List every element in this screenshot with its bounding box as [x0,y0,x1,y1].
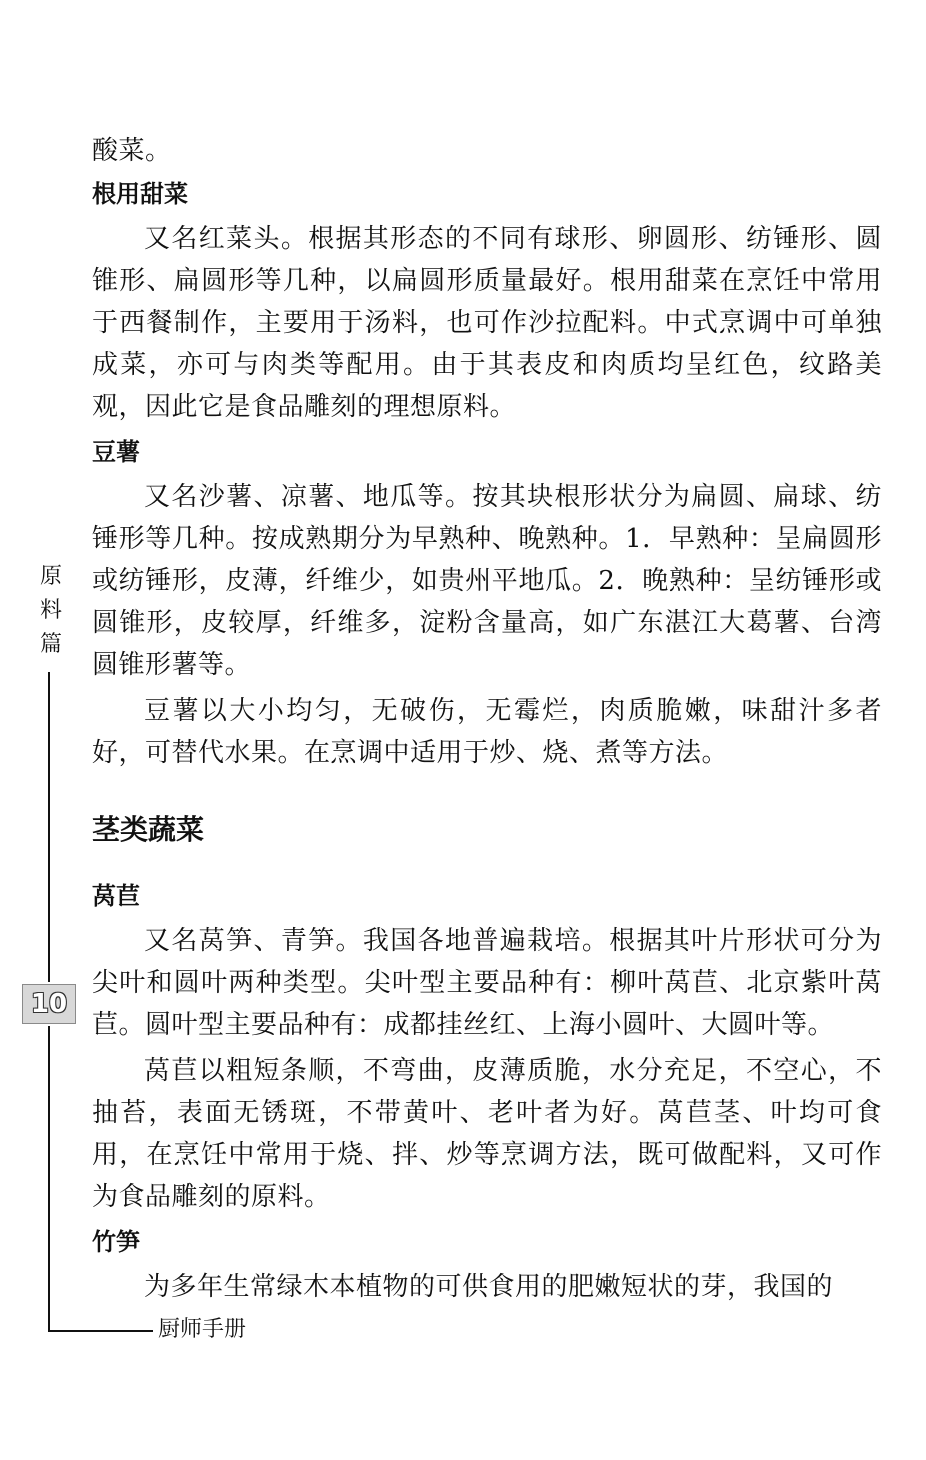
side-rule-upper [48,672,50,982]
entry-heading: 豆薯 [92,438,140,466]
entry-heading: 竹笋 [92,1228,140,1256]
entry-paragraph: 又名沙薯、凉薯、地瓜等。按其块根形状分为扁圆、扁球、纺锤形等几种。按成熟期分为早熟种、晚熟种。1．早熟种：呈扁圆形或纺锤形，皮薄，纤维少，如贵州平地瓜。2．晚熟种：呈纺锤形或圆锥形，皮较厚，纤维多，淀粉含量高，如广东湛江大葛薯、台湾圆锥形薯等。 [92,482,882,680]
entry-paragraph: 为多年生常绿木本植物的可供食用的肥嫩短状的芽，我国的 [144,1272,834,1302]
page-content [92,130,882,1312]
side-rule-lower [48,1026,50,1332]
opening-line: 酸菜。 [92,136,172,166]
footer-rule [48,1330,153,1332]
side-label-char: 料 [39,598,62,623]
entry-paragraph: 莴苣以粗短条顺，不弯曲，皮薄质脆，水分充足，不空心，不抽苔，表面无锈斑，不带黄叶、老叶者为好。莴苣茎、叶均可食用，在烹饪中常用于烧、拌、炒等烹调方法，既可做配料，又可作为食品雕刻的原料。 [92,1056,882,1212]
entry-paragraph: 又名红菜头。根据其形态的不同有球形、卵圆形、纺锤形、圆锥形、扁圆形等几种，以扁圆形质量最好。根用甜菜在烹饪中常用于西餐制作，主要用于汤料，也可作沙拉配料。中式烹调中可单独成菜，亦可与肉类等配用。由于其表皮和肉质均呈红色，纹路美观，因此它是食品雕刻的理想原料。 [92,224,882,422]
side-label-char: 篇 [39,632,62,657]
entry-heading: 莴苣 [92,882,140,910]
footer-title: 厨师手册 [158,1317,247,1342]
section-title: 茎类蔬菜 [92,813,205,846]
entry-heading: 根用甜菜 [92,180,188,208]
page-number-badge: 10 [22,984,76,1024]
entry-paragraph: 又名莴笋、青笋。我国各地普遍栽培。根据其叶片形状可分为尖叶和圆叶两种类型。尖叶型主要品种有：柳叶莴苣、北京紫叶莴苣。圆叶型主要品种有：成都挂丝红、上海小圆叶、大圆叶等。 [92,926,882,1040]
side-label-char: 原 [39,564,62,589]
entry-paragraph: 豆薯以大小均匀，无破伤，无霉烂，肉质脆嫩，味甜汁多者好，可替代水果。在烹调中适用于炒、烧、煮等方法。 [92,696,882,768]
side-section-label [36,560,66,662]
